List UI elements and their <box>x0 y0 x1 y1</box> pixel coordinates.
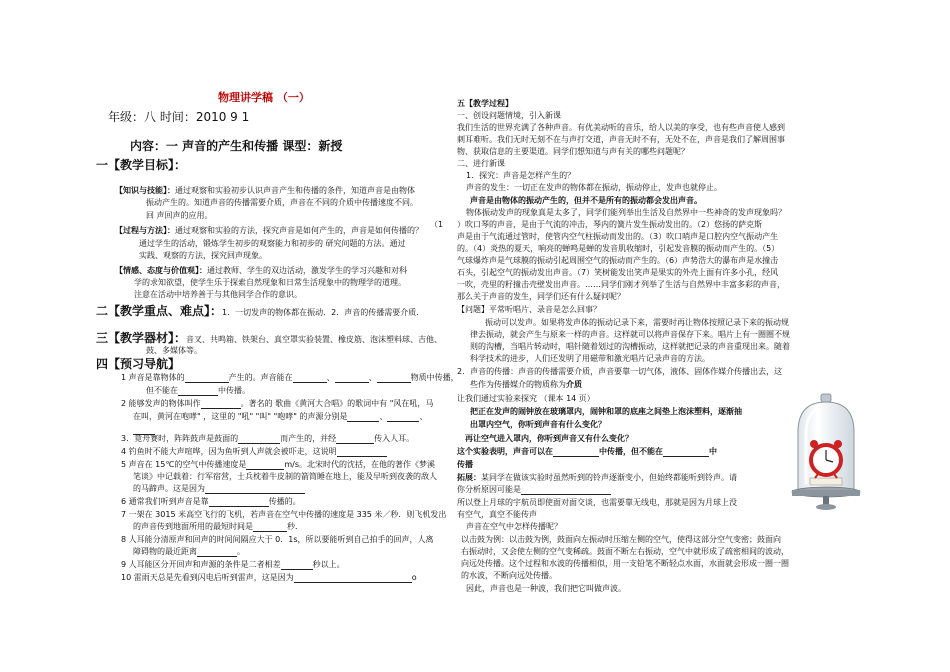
knowledge-line-2: 振动产生的。知道声音的传播需要介质，声音在不同的介质中传播速度不同。 <box>146 198 418 207</box>
extension-line-4: 有空气，真空不能传声 <box>457 510 537 519</box>
process-heading: 五【教学过程】 <box>457 99 513 108</box>
question-8-line-1: 8 人耳能分清原声和回声的时间间隔应大于 0．1s，所以要能听到自己拍手的回声，人离 <box>121 535 434 544</box>
question-9: 9 人耳能区分开回声和声源的条件是二者相差 秒以上。 <box>121 560 345 569</box>
examples-line-7: 一吹，壳里的籽撞击壳壁发出声音。……同学们刚才列举了生活与自然界中丰富多彩的声音， <box>457 280 785 289</box>
experiment-step-1: 把正在发声的闹钟放在玻璃罩内，闹钟和罩的底座之间垫上泡沫塑料，逐渐抽 <box>470 407 742 416</box>
examples-line-3: 声是由于气流通过管时，使管内空气柱振动而发出的。（3）吹口哨声是口腔内空气振动产生 <box>457 232 779 241</box>
experiment-intro: 让我们通过实验来探究 （课本 14 页） <box>457 394 595 403</box>
question-1-line-1: 1 声音是靠物体的 产生的。声音能在 、 、 物质中传播， <box>121 373 459 382</box>
conclusion-line-2: 传播 <box>457 460 473 469</box>
question-10: 10 雷雨天总是先看到闪电后听到雷声，这是因为 o <box>121 573 417 582</box>
equipment-line-2: 鼓、多媒体等。 <box>146 346 202 355</box>
question-8-line-2: 障碍物的最近距离 。 <box>133 547 245 556</box>
emotion-line-1: 【情感、态度与价值观】：通过教师、学生的双边活动，激发学生的学习兴趣和对科 <box>115 266 407 275</box>
sound-definition: 声音的发生：一切正在发声的物体都在振动，振动停止，发声也就停止。 <box>466 183 722 192</box>
extension-line-2: 你分析原因可能是 <box>457 485 611 495</box>
drum-line-2: 右振动时，又会使左侧的空气变稀疏。鼓面不断左右振动，空气中就形成了疏密相间的波动， <box>461 547 789 556</box>
record-answer-line-3: 则的沟槽，当唱片转动时，唱针随着划过的沟槽振动，这样就把记录的声音重现出来。随着 <box>470 342 790 351</box>
question-1-line-2: 但不能在 中传播。 <box>146 386 250 395</box>
question-4: 4 钓鱼时不能大声喧哗，因为鱼听到人声就会被吓走，这说明 <box>121 447 387 457</box>
experiment-step-2: 出罩内空气，你听到声音有什么变化？ <box>470 420 606 429</box>
conclusion-line-1: 这个实验表明，声音可以在 中传播，但不能在 中 <box>457 447 717 456</box>
emotion-line-2: 学的求知欲望，使学生乐于探索自然现象和日常生活现象中的物理学的道理。 <box>134 278 406 287</box>
record-answer-line-2: 律去振动，就会产生与原来一样的声音。这样就可以将声音保存下来。唱片上有一圈圈不规 <box>470 330 790 339</box>
grade-line: 年级：八 时间：2010 9 1 <box>108 110 250 124</box>
medium-question: 声音在空气中怎样传播呢？ <box>466 522 562 531</box>
propagation-line-2: 些作为传播媒介的物质称为介质 <box>470 380 582 389</box>
bell-jar-alarm-clock-illustration <box>786 392 866 514</box>
intro-line-1: 我们生活的世界充满了各种声音。有优美动听的音乐，给人以美的享受，也有些声音使人感到 <box>457 123 785 132</box>
drum-line-1: 以击鼓为例：以击鼓为例，鼓面向左振动时压缩左侧的空气，使得这部分空气变密；鼓面向 <box>461 535 781 544</box>
examples-number-mark: （1 <box>430 220 444 229</box>
intro-line-2: 刺耳难听。我们无时无刻不在与声打交道，声音无时不有，无处不在，声音是我们了解周围事 <box>457 135 785 144</box>
knowledge-line-3: 回 声回声的应用。 <box>146 211 213 220</box>
question-6: 6 通常我们听到声音是靠 传播的。 <box>121 497 301 506</box>
question-7-line-1: 7 一架在 3015 米高空飞行的飞机，若声音在空气中传播的速度是 335 米／秒．则飞机发出 <box>121 510 447 519</box>
examples-line-6: 石头，引起空气的振动发出声音。（7）笑树能发出笑声是果实的外壳上面有许多小孔，经风 <box>457 268 779 277</box>
equipment-line-1: 三【教学器材】：音叉、共鸣箱、铁架台、真空罩实验装置、橡皮筋、泡沫塑料球、吉他、 <box>96 331 443 345</box>
inquiry-line: 1．探究：声音是怎样产生的？ <box>466 171 576 180</box>
examples-line-4: 的。（4）炎热的夏天，响亮的蝉鸣是蝉的发音肌收缩时，引起发音膜的振动而产生的。（5） <box>457 244 780 253</box>
section-2-heading: 二、进行新课 <box>457 159 505 168</box>
record-answer-line-4: 科学技术的进步，人们还发明了用磁带和激光唱片记录声音的方法。 <box>470 354 710 363</box>
examples-line-8: 那么关于声音的发生，同学们还有什么疑问呢？ <box>457 292 625 301</box>
process-line-3: 实践、观察的方法，探究回声现象。 <box>139 251 267 260</box>
preview-heading: 四【预习导航】 <box>96 357 181 371</box>
process-line-2: 通过学生的活动，锻炼学生初步的观察能力和初步的 研究问题的方法。通过 <box>139 239 406 248</box>
examples-line-5: 气球爆炸声是气球膜的振动引起周围空气的振动而产生的。（6）声势浩大的瀑布声是水撞击 <box>457 256 779 265</box>
examples-line-1: 物体振动发声的现象真是太多了，同学们能列举出生活及自然界中一些神奇的发声现象吗？ <box>466 208 786 217</box>
key-points-line: 二【教学重点、难点】：1．一切发声的物体都在振动．2．声音的传播需要介质． <box>96 304 425 318</box>
page-title: 物理讲学稿 （一） <box>218 91 310 104</box>
intro-line-3: 物、获取信息的主要渠道。同学们想知道与声有关的哪些问题呢？ <box>457 147 689 156</box>
question-7-line-2: 的声音传到地面所用的最短时间是 秒． <box>133 522 303 531</box>
key-statement: 声音是由物体的振动产生的，但并不是所有的振动都会发出声音。 <box>470 196 702 205</box>
knowledge-line-1: 【知识与技能】：通过观察和实验初步认识声音产生和传播的条件，知道声音是由物体 <box>115 186 415 195</box>
question-3: 3．竟舟赛时，阵阵鼓声是鼓面的 而产生的，并经 传入人耳。 <box>121 434 415 443</box>
extension-line-3: 所以登上月球的宇航员即使面对面交谈，也需要靠无线电，那就是因为月球上没 <box>457 498 737 507</box>
sound-wave-conclusion: 因此，声音也是一种波，我们把它叫做声波。 <box>466 584 626 593</box>
record-question: 【问题】平常听唱片、录音是怎么回事？ <box>457 305 601 314</box>
question-5-line-1: 5 声音在 15℃的空气中传播速度是 m/s。北宋时代的沈括，在他的著作《梦溪 <box>121 460 435 469</box>
propagation-line-1: 2．声音的传播：声音的传播需要介质，声音要靠一切气体，液体、固体作媒介传播出去，这 <box>457 367 783 376</box>
question-2-line-1: 2 能够发声的物体叫作 。著名的 歌曲《黄河大合唱》的歌词中有 "风在吼，马 <box>121 399 434 408</box>
question-5-line-2: 笔谈》中记载着：行军宿营，士兵枕着牛皮制的箭筒睡在地上，能及早听到夜袭的敌人 <box>133 472 437 481</box>
examples-line-2: ）吹口琴的声音，是由于气流的冲击，琴内的簧片发生振动发出的。（2）悠扬的萨克斯 <box>457 220 763 229</box>
section-1-heading: 一、创设问题情境，引入新课 <box>457 111 561 120</box>
drum-line-4: 的水波，不断向远处传播。 <box>461 571 557 580</box>
goals-heading: 一【教学目标】： <box>96 158 187 172</box>
process-line-1: 【过程与方法】：通过观察和实验的方法，探究声音是如何产生的，声音是如何传播的？ <box>115 226 423 235</box>
drum-line-3: 向远处传播。这个过程和水波的传播相似，用一支铅笔不断轻点水面，水面就会形成一圈一圈 <box>461 559 789 568</box>
record-answer-line-1: 振动可以发声。如果将发声体的振动记录下来，需要时再让物体按照记录下来的振动规 <box>485 318 789 327</box>
emotion-line-3: 注意在活动中培养善于与其他同学合作的意识。 <box>134 290 302 299</box>
question-2-line-2: 在叫，黄河在咆哮" ，这里的 "吼" "叫" "咆哮" 的声源分别是 、 、 <box>133 412 428 421</box>
extension-line-1: 拓展：某同学在做该实验时虽然听到的铃声逐渐变小，但始终都能听到铃声。请 <box>457 473 737 482</box>
experiment-step-3: 再让空气进入罩内，你听到声音又有什么变化？ <box>465 434 633 443</box>
content-line: 内容：一 声音的产生和传播 课型：新授 <box>130 139 343 153</box>
question-5-line-3: 的马蹄声。这是因为 <box>133 484 305 494</box>
